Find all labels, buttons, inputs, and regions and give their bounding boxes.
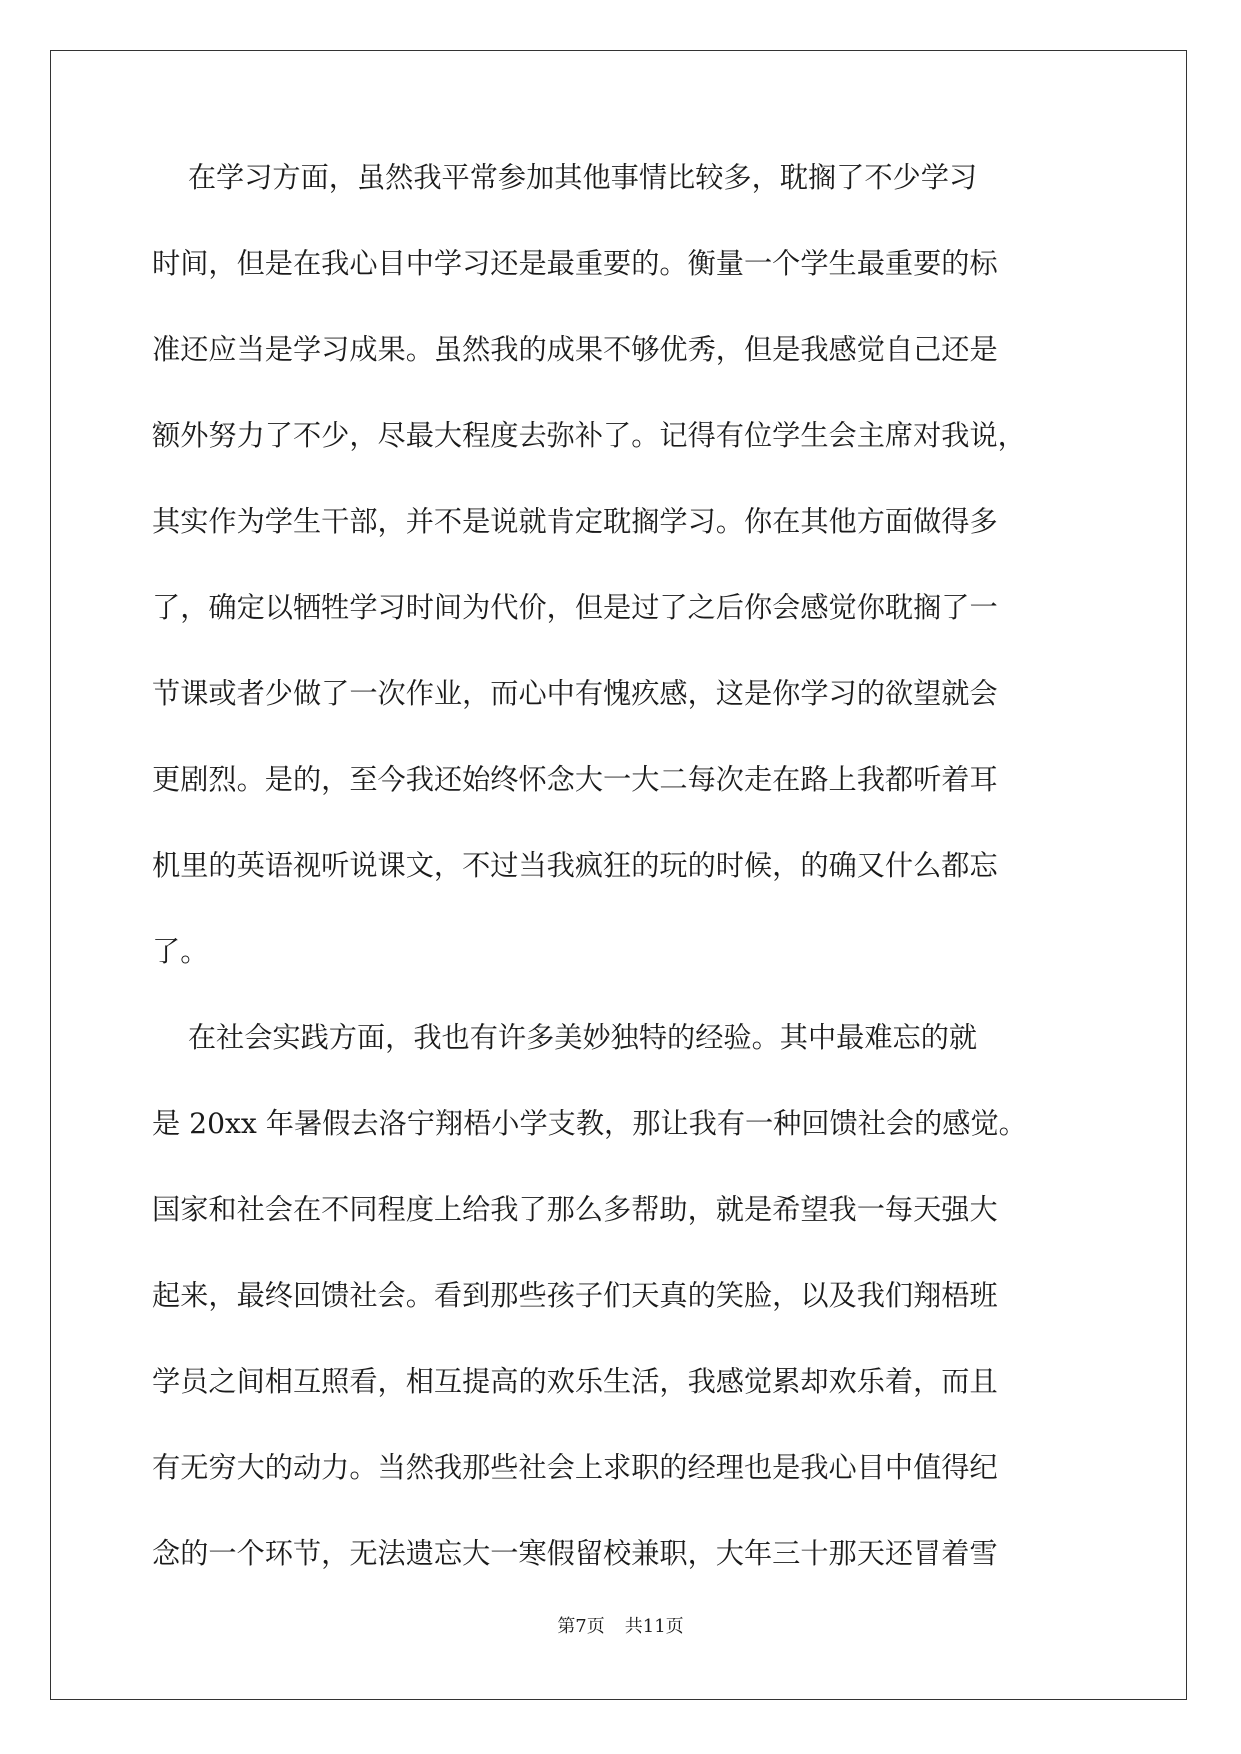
text-line: 在社会实践方面，我也有许多美妙独特的经验。其中最难忘的就 bbox=[152, 1021, 978, 1054]
text-line: 在学习方面，虽然我平常参加其他事情比较多，耽搁了不少学习 bbox=[152, 161, 978, 194]
text-line: 了。 bbox=[152, 935, 209, 968]
text-line: 起来，最终回馈社会。看到那些孩子们天真的笑脸，以及我们翔梧班 bbox=[152, 1279, 998, 1312]
text-line: 准还应当是学习成果。虽然我的成果不够优秀，但是我感觉自己还是 bbox=[152, 333, 998, 366]
text-line: 更剧烈。是的，至今我还始终怀念大一大二每次走在路上我都听着耳 bbox=[152, 763, 998, 796]
text-line: 学员之间相互照看，相互提高的欢乐生活，我感觉累却欢乐着，而且 bbox=[152, 1365, 998, 1398]
text-line: 机里的英语视听说课文，不过当我疯狂的玩的时候，的确又什么都忘 bbox=[152, 849, 998, 882]
text-line: 是 20xx 年暑假去洛宁翔梧小学支教，那让我有一种回馈社会的感觉。 bbox=[152, 1107, 1027, 1140]
text-line: 有无穷大的动力。当然我那些社会上求职的经理也是我心目中值得纪 bbox=[152, 1451, 998, 1484]
page-footer bbox=[0, 1612, 1241, 1638]
page-number-total: 共11页 bbox=[624, 1616, 684, 1637]
text-line: 节课或者少做了一次作业，而心中有愧疚感，这是你学习的欲望就会 bbox=[152, 677, 998, 710]
text-line: 了，确定以牺牲学习时间为代价，但是过了之后你会感觉你耽搁了一 bbox=[152, 591, 998, 624]
text-line: 念的一个环节，无法遗忘大一寒假留校兼职，大年三十那天还冒着雪 bbox=[152, 1537, 998, 1570]
text-line: 时间，但是在我心目中学习还是最重要的。衡量一个学生最重要的标 bbox=[152, 247, 998, 280]
text-line: 额外努力了不少，尽最大程度去弥补了。记得有位学生会主席对我说， bbox=[152, 419, 1026, 452]
text-line: 国家和社会在不同程度上给我了那么多帮助，就是希望我一每天强大 bbox=[152, 1193, 998, 1226]
page-number-current: 第7页 bbox=[557, 1616, 605, 1637]
text-line: 其实作为学生干部，并不是说就肯定耽搁学习。你在其他方面做得多 bbox=[152, 505, 998, 538]
document-body bbox=[152, 163, 1092, 1625]
